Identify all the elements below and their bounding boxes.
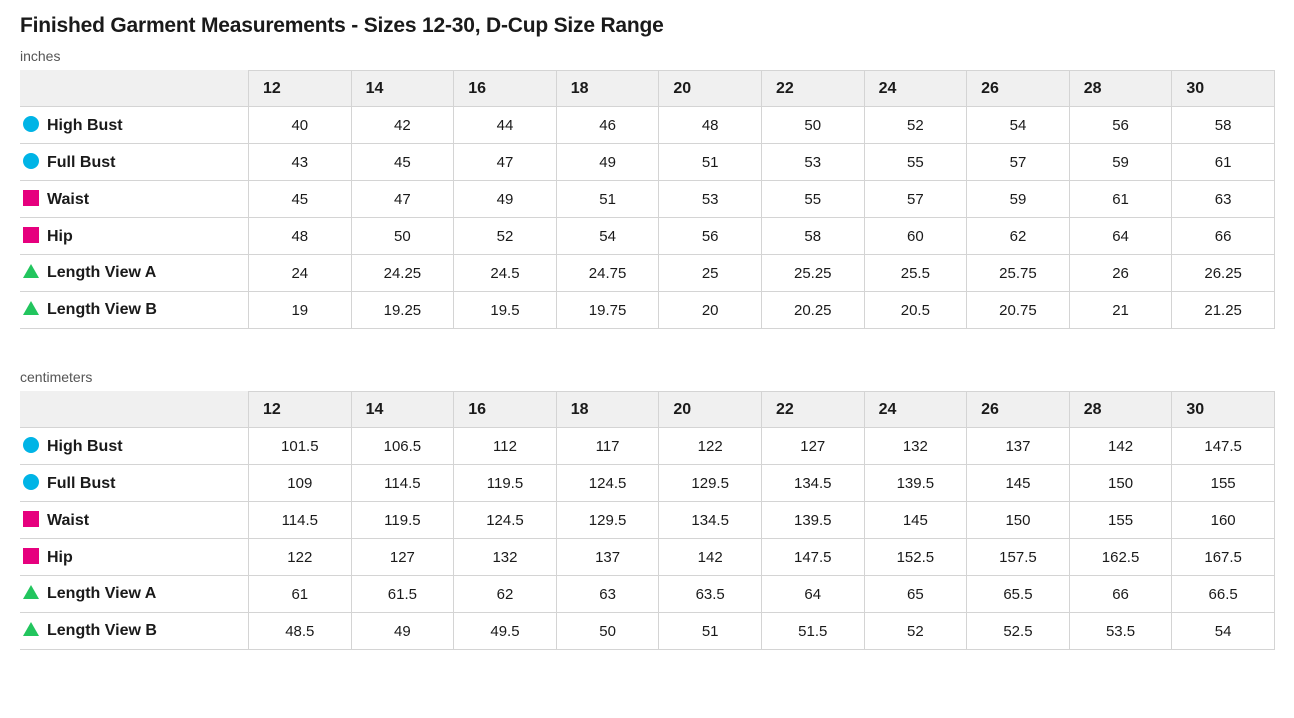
cell-value: 24.75 — [556, 255, 659, 292]
column-header-size: 26 — [967, 392, 1070, 428]
circle-blue-icon — [23, 437, 39, 453]
triangle-green-icon — [23, 301, 39, 315]
table-row — [21, 465, 1275, 502]
cell-value: 48 — [249, 218, 352, 255]
cell-value: 145 — [864, 502, 967, 539]
cell-value: 63 — [556, 576, 659, 613]
triangle-green-icon — [23, 585, 39, 599]
unit-label-inches: inches — [20, 48, 61, 64]
cell-value: 52 — [864, 613, 967, 650]
table-header-row — [21, 71, 1275, 107]
measurements-table-centimeters — [20, 391, 1275, 650]
cell-value: 122 — [659, 428, 762, 465]
square-pink-icon — [23, 227, 39, 243]
table-row — [21, 613, 1275, 650]
section-spacer — [20, 329, 1274, 369]
row-label-length-view-a — [21, 255, 249, 292]
column-header-size: 16 — [454, 71, 557, 107]
cell-value: 20 — [659, 292, 762, 329]
table-row — [21, 144, 1275, 181]
table-row — [21, 107, 1275, 144]
cell-value: 54 — [1172, 613, 1275, 650]
column-header-size: 30 — [1172, 392, 1275, 428]
cell-value: 54 — [967, 107, 1070, 144]
cell-value: 139.5 — [864, 465, 967, 502]
cell-value: 52.5 — [967, 613, 1070, 650]
cell-value: 147.5 — [1172, 428, 1275, 465]
cell-value: 145 — [967, 465, 1070, 502]
cell-value: 142 — [659, 539, 762, 576]
cell-value: 127 — [761, 428, 864, 465]
cell-value: 51 — [659, 144, 762, 181]
row-label-hip — [21, 539, 249, 576]
cell-value: 19.75 — [556, 292, 659, 329]
row-label-waist — [21, 502, 249, 539]
cell-value: 150 — [1069, 465, 1172, 502]
cell-value: 129.5 — [556, 502, 659, 539]
cell-value: 45 — [351, 144, 454, 181]
cell-value: 65 — [864, 576, 967, 613]
cell-value: 55 — [761, 181, 864, 218]
cell-value: 114.5 — [351, 465, 454, 502]
cell-value: 167.5 — [1172, 539, 1275, 576]
table-row — [21, 576, 1275, 613]
cell-value: 49 — [556, 144, 659, 181]
header-corner — [21, 392, 249, 428]
cell-value: 155 — [1172, 465, 1275, 502]
column-header-size: 16 — [454, 392, 557, 428]
cell-value: 64 — [761, 576, 864, 613]
triangle-green-icon — [23, 264, 39, 278]
triangle-green-icon — [23, 622, 39, 636]
column-header-size: 12 — [249, 392, 352, 428]
cell-value: 114.5 — [249, 502, 352, 539]
column-header-size: 26 — [967, 71, 1070, 107]
cell-value: 50 — [556, 613, 659, 650]
square-pink-icon — [23, 511, 39, 527]
cell-value: 64 — [1069, 218, 1172, 255]
cell-value: 106.5 — [351, 428, 454, 465]
row-label-text: Waist — [47, 190, 90, 208]
column-header-size: 14 — [351, 71, 454, 107]
table-body-centimeters — [21, 428, 1275, 650]
cell-value: 52 — [864, 107, 967, 144]
cell-value: 19.25 — [351, 292, 454, 329]
row-label-hip — [21, 218, 249, 255]
row-label-length-view-b — [21, 292, 249, 329]
row-label-high-bust — [21, 107, 249, 144]
cell-value: 49.5 — [454, 613, 557, 650]
cell-value: 147.5 — [761, 539, 864, 576]
cell-value: 54 — [556, 218, 659, 255]
circle-blue-icon — [23, 474, 39, 490]
row-label-text: Length View B — [47, 301, 157, 318]
cell-value: 26 — [1069, 255, 1172, 292]
cell-value: 63 — [1172, 181, 1275, 218]
row-label-text: Hip — [47, 548, 73, 566]
column-header-size: 24 — [864, 392, 967, 428]
cell-value: 160 — [1172, 502, 1275, 539]
cell-value: 132 — [864, 428, 967, 465]
cell-value: 61 — [249, 576, 352, 613]
cell-value: 66.5 — [1172, 576, 1275, 613]
cell-value: 134.5 — [659, 502, 762, 539]
cell-value: 26.25 — [1172, 255, 1275, 292]
cell-value: 142 — [1069, 428, 1172, 465]
cell-value: 117 — [556, 428, 659, 465]
row-label-text: Length View A — [47, 264, 157, 281]
column-header-size: 24 — [864, 71, 967, 107]
cell-value: 47 — [454, 144, 557, 181]
cell-value: 24 — [249, 255, 352, 292]
row-label-high-bust — [21, 428, 249, 465]
table-row — [21, 218, 1275, 255]
cell-value: 61 — [1069, 181, 1172, 218]
cell-value: 124.5 — [556, 465, 659, 502]
square-pink-icon — [23, 190, 39, 206]
cell-value: 40 — [249, 107, 352, 144]
header-corner — [21, 71, 249, 107]
table-header-row — [21, 392, 1275, 428]
cell-value: 129.5 — [659, 465, 762, 502]
table-row — [21, 502, 1275, 539]
row-label-text: High Bust — [47, 437, 123, 455]
cell-value: 20.25 — [761, 292, 864, 329]
cell-value: 127 — [351, 539, 454, 576]
row-label-waist — [21, 181, 249, 218]
table-header-inches — [21, 71, 1275, 107]
column-header-size: 20 — [659, 71, 762, 107]
cell-value: 137 — [967, 428, 1070, 465]
cell-value: 50 — [761, 107, 864, 144]
cell-value: 44 — [454, 107, 557, 144]
cell-value: 21.25 — [1172, 292, 1275, 329]
row-label-text: Length View A — [47, 585, 157, 602]
cell-value: 48.5 — [249, 613, 352, 650]
column-header-size: 12 — [249, 71, 352, 107]
cell-value: 62 — [454, 576, 557, 613]
cell-value: 46 — [556, 107, 659, 144]
cell-value: 62 — [967, 218, 1070, 255]
cell-value: 66 — [1069, 576, 1172, 613]
row-label-length-view-b — [21, 613, 249, 650]
cell-value: 20.5 — [864, 292, 967, 329]
cell-value: 66 — [1172, 218, 1275, 255]
table-row — [21, 292, 1275, 329]
column-header-size: 28 — [1069, 392, 1172, 428]
cell-value: 53.5 — [1069, 613, 1172, 650]
cell-value: 157.5 — [967, 539, 1070, 576]
row-label-text: Waist — [47, 511, 90, 529]
square-pink-icon — [23, 548, 39, 564]
cell-value: 51 — [556, 181, 659, 218]
row-label-text: Length View B — [47, 622, 157, 639]
table-row — [21, 181, 1275, 218]
cell-value: 58 — [1172, 107, 1275, 144]
table-body-inches — [21, 107, 1275, 329]
table-header-centimeters — [21, 392, 1275, 428]
measurement-table-block-inches — [20, 48, 1274, 329]
cell-value: 57 — [967, 144, 1070, 181]
cell-value: 119.5 — [454, 465, 557, 502]
cell-value: 109 — [249, 465, 352, 502]
column-header-size: 18 — [556, 392, 659, 428]
column-header-size: 18 — [556, 71, 659, 107]
cell-value: 24.5 — [454, 255, 557, 292]
cell-value: 61 — [1172, 144, 1275, 181]
column-header-size: 30 — [1172, 71, 1275, 107]
cell-value: 55 — [864, 144, 967, 181]
cell-value: 57 — [864, 181, 967, 218]
cell-value: 21 — [1069, 292, 1172, 329]
cell-value: 19 — [249, 292, 352, 329]
cell-value: 25.75 — [967, 255, 1070, 292]
row-label-length-view-a — [21, 576, 249, 613]
cell-value: 61.5 — [351, 576, 454, 613]
cell-value: 59 — [967, 181, 1070, 218]
cell-value: 51.5 — [761, 613, 864, 650]
cell-value: 49 — [454, 181, 557, 218]
row-label-text: Full Bust — [47, 153, 116, 171]
cell-value: 47 — [351, 181, 454, 218]
cell-value: 56 — [659, 218, 762, 255]
circle-blue-icon — [23, 153, 39, 169]
cell-value: 152.5 — [864, 539, 967, 576]
cell-value: 53 — [659, 181, 762, 218]
row-label-full-bust — [21, 144, 249, 181]
cell-value: 42 — [351, 107, 454, 144]
cell-value: 65.5 — [967, 576, 1070, 613]
cell-value: 45 — [249, 181, 352, 218]
measurement-table-block-centimeters — [20, 369, 1274, 650]
cell-value: 52 — [454, 218, 557, 255]
cell-value: 59 — [1069, 144, 1172, 181]
cell-value: 25 — [659, 255, 762, 292]
row-label-text: High Bust — [47, 116, 123, 134]
cell-value: 20.75 — [967, 292, 1070, 329]
cell-value: 25.5 — [864, 255, 967, 292]
cell-value: 53 — [761, 144, 864, 181]
cell-value: 24.25 — [351, 255, 454, 292]
table-row — [21, 539, 1275, 576]
column-header-size: 20 — [659, 392, 762, 428]
row-label-text: Full Bust — [47, 474, 116, 492]
unit-label-centimeters: centimeters — [20, 369, 93, 385]
cell-value: 101.5 — [249, 428, 352, 465]
cell-value: 19.5 — [454, 292, 557, 329]
circle-blue-icon — [23, 116, 39, 132]
measurements-table-inches — [20, 70, 1275, 329]
table-row — [21, 428, 1275, 465]
column-header-size: 22 — [761, 392, 864, 428]
cell-value: 58 — [761, 218, 864, 255]
cell-value: 112 — [454, 428, 557, 465]
cell-value: 137 — [556, 539, 659, 576]
cell-value: 43 — [249, 144, 352, 181]
cell-value: 122 — [249, 539, 352, 576]
cell-value: 50 — [351, 218, 454, 255]
cell-value: 139.5 — [761, 502, 864, 539]
row-label-full-bust — [21, 465, 249, 502]
cell-value: 119.5 — [351, 502, 454, 539]
cell-value: 63.5 — [659, 576, 762, 613]
cell-value: 132 — [454, 539, 557, 576]
cell-value: 25.25 — [761, 255, 864, 292]
cell-value: 162.5 — [1069, 539, 1172, 576]
cell-value: 124.5 — [454, 502, 557, 539]
cell-value: 150 — [967, 502, 1070, 539]
cell-value: 51 — [659, 613, 762, 650]
cell-value: 56 — [1069, 107, 1172, 144]
cell-value: 155 — [1069, 502, 1172, 539]
page-title: Finished Garment Measurements - Sizes 12-30, D-Cup Size Range — [20, 14, 664, 37]
column-header-size: 28 — [1069, 71, 1172, 107]
table-row — [21, 255, 1275, 292]
cell-value: 49 — [351, 613, 454, 650]
row-label-text: Hip — [47, 227, 73, 245]
cell-value: 134.5 — [761, 465, 864, 502]
cell-value: 60 — [864, 218, 967, 255]
column-header-size: 22 — [761, 71, 864, 107]
column-header-size: 14 — [351, 392, 454, 428]
cell-value: 48 — [659, 107, 762, 144]
